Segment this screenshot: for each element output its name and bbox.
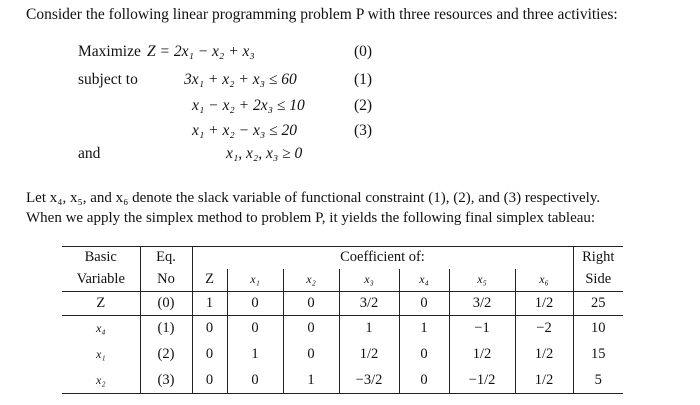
col-header-z: Z (192, 269, 227, 292)
coef-cell: 1 (339, 316, 399, 342)
coef-cell: 1/2 (449, 342, 515, 368)
table-row (62, 292, 623, 316)
coef-cell: 0 (192, 316, 227, 342)
coef-cell: 3/2 (339, 292, 399, 316)
coef-cell: 0 (399, 292, 449, 316)
intro-text: Consider the following linear programming problem P with three resources and three activities: (26, 6, 618, 23)
coef-cell: 0 (283, 342, 339, 368)
coef-cell: 1 (227, 342, 283, 368)
eq-header-1: Eq. (140, 247, 192, 269)
coef-cell: 1/2 (339, 342, 399, 368)
coef-cell: 1 (399, 316, 449, 342)
constraint-2: x₁ − x₂ + 2x₃ ≤ 10 (192, 97, 305, 114)
rhs-header-2: Side (573, 269, 623, 292)
coef-cell: −2 (515, 316, 573, 342)
basic-variable: Z (62, 292, 140, 316)
eq-number-3: (3) (354, 122, 373, 139)
coef-cell: 1 (283, 368, 339, 394)
coef-cell: 0 (399, 368, 449, 394)
coef-cell: 0 (192, 368, 227, 394)
simplex-tableau (62, 246, 623, 394)
col-header-x3: x₃ (339, 269, 399, 292)
coef-cell: 0 (227, 292, 283, 316)
coef-cell: 1 (192, 292, 227, 316)
coef-cell: 0 (283, 316, 339, 342)
basic-variable: x₁ (96, 347, 106, 361)
coef-cell: 0 (227, 368, 283, 394)
coef-cell: 0 (192, 342, 227, 368)
coef-cell: −3/2 (339, 368, 399, 394)
eq-number: (2) (140, 342, 192, 368)
eq-number: (3) (140, 368, 192, 394)
eq-number: (1) (140, 316, 192, 342)
coef-cell: 3/2 (449, 292, 515, 316)
rhs-cell: 10 (573, 316, 623, 342)
eq-header-2: No (140, 269, 192, 292)
coef-cell: 1/2 (515, 292, 573, 316)
basic-header-2: Variable (62, 269, 140, 292)
col-header-x1: x₁ (227, 269, 283, 292)
col-header-x4: x₄ (399, 269, 449, 292)
rhs-header-1: Right (573, 247, 623, 269)
coef-cell: 1/2 (515, 342, 573, 368)
eq-number: (0) (140, 292, 192, 316)
col-header-x6: x₆ (515, 269, 573, 292)
col-header-x2: x₂ (283, 269, 339, 292)
coef-cell: 1/2 (515, 368, 573, 394)
coef-cell: 0 (399, 342, 449, 368)
coef-cell: −1/2 (449, 368, 515, 394)
coefficient-header: Coefficient of: (192, 247, 573, 269)
rhs-cell: 5 (573, 368, 623, 394)
eq-number-2: (2) (354, 97, 373, 114)
subject-to-label: subject to (78, 71, 138, 88)
col-header-x5: x₅ (449, 269, 515, 292)
table-row (62, 368, 623, 394)
objective-label: Maximize (78, 43, 141, 60)
eq-number-1: (1) (354, 71, 373, 88)
coef-cell: 0 (283, 292, 339, 316)
basic-variable: x₄ (96, 321, 106, 336)
and-label: and (78, 145, 101, 162)
basic-variable: x₂ (96, 372, 106, 387)
coef-cell: −1 (449, 316, 515, 342)
rhs-cell: 15 (573, 342, 623, 368)
nonnegativity-constraint: x₁, x₂, x₃ ≥ 0 (226, 145, 303, 162)
constraint-1: 3x₁ + x₂ + x₃ ≤ 60 (184, 71, 297, 88)
table-row (62, 316, 623, 342)
objective-function: Z = 2x₁ − x₂ + x₃ (147, 43, 255, 60)
basic-header-1: Basic (62, 247, 140, 269)
paragraph-line-1: Let x₄, x₅, and x₆ denote the slack variable of functional constraint (1), (2), and (3) respectively. (26, 190, 601, 206)
table-row (62, 342, 623, 368)
paragraph-line-2: When we apply the simplex method to problem P, it yields the following final simplex tableau: (26, 210, 596, 226)
eq-number-0: (0) (354, 43, 373, 60)
coef-cell: 0 (227, 316, 283, 342)
constraint-3: x₁ + x₂ − x₃ ≤ 20 (192, 122, 297, 139)
rhs-cell: 25 (573, 292, 623, 316)
